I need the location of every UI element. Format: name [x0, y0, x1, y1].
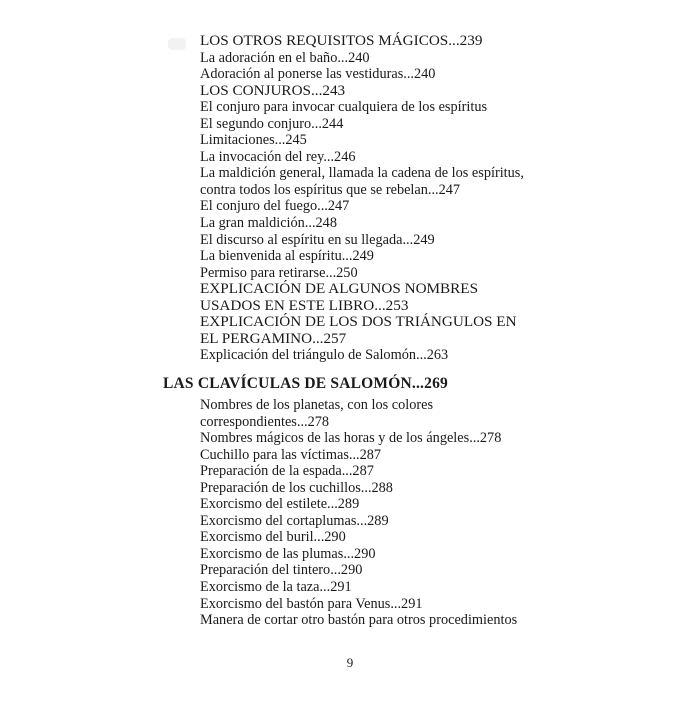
toc-entries-part1	[200, 33, 530, 364]
toc-entry: La adoración en el baño...240	[200, 49, 370, 66]
toc-entry: EXPLICACIÓN DE ALGUNOS NOMBRES	[200, 280, 479, 298]
toc-entry: Preparación de los cuchillos...288	[200, 479, 393, 496]
toc-entry: Explicación del triángulo de Salomón...263	[200, 347, 449, 364]
toc-entry: Exorcismo de las plumas...290	[200, 545, 376, 562]
toc-entry: La gran maldición...248	[200, 215, 337, 232]
toc-entry: Adoración al ponerse las vestiduras...240	[200, 66, 436, 83]
toc-entry: LOS OTROS REQUISITOS MÁGICOS...239	[200, 32, 483, 49]
toc-entry: Cuchillo para las víctimas...287	[200, 446, 382, 463]
toc-entry: El conjuro del fuego...247	[200, 198, 350, 215]
toc-entry: contra todos los espíritus que se rebelan...247	[200, 181, 461, 198]
toc-entry: El discurso al espíritu en su llegada...249	[200, 231, 435, 248]
toc-entry: Exorcismo del buril...290	[200, 529, 346, 546]
toc-entry: Exorcismo del bastón para Venus...291	[200, 595, 423, 612]
toc-entry: EXPLICACIÓN DE LOS DOS TRIÁNGULOS EN	[200, 313, 517, 331]
toc-entry: Nombres mágicos de las horas y de los ángeles...278	[200, 430, 502, 447]
toc-entry: Preparación del tintero...290	[200, 562, 363, 579]
toc-entry: El segundo conjuro...244	[200, 115, 344, 132]
toc-entry: Manera de cortar otro bastón para otros procedimientos	[200, 612, 518, 629]
toc-entry: Permiso para retirarse...250	[200, 264, 358, 281]
page-number: 9	[346, 655, 354, 670]
toc-entry: Preparación de la espada...287	[200, 463, 374, 480]
toc-entry: EL PERGAMINO...257	[200, 329, 347, 347]
toc-entries-part2	[200, 397, 540, 629]
scan-smudge	[168, 38, 186, 50]
toc-entry: El conjuro para invocar cualquiera de los espíritus	[200, 99, 488, 116]
toc-entry: correspondientes...278	[200, 413, 330, 430]
toc-entry: Exorcismo del estilete...289	[200, 496, 360, 513]
toc-entry: Exorcismo del cortaplumas...289	[200, 512, 389, 529]
toc-entry: Exorcismo de la taza...291	[200, 579, 352, 596]
toc-entry: La bienvenida al espíritu...249	[200, 248, 374, 265]
toc-entry: La maldición general, llamada la cadena de los espíritus,	[200, 165, 524, 182]
toc-entry: Nombres de los planetas, con los colores	[200, 397, 434, 413]
toc-entry: Limitaciones...245	[200, 132, 307, 149]
section-heading: LAS CLAVÍCULAS DE SALOMÓN...269	[163, 375, 448, 392]
toc-entry: LOS CONJUROS...243	[200, 81, 346, 99]
toc-entry: USADOS EN ESTE LIBRO...253	[200, 296, 409, 314]
toc-entry: La invocación del rey...246	[200, 148, 356, 165]
